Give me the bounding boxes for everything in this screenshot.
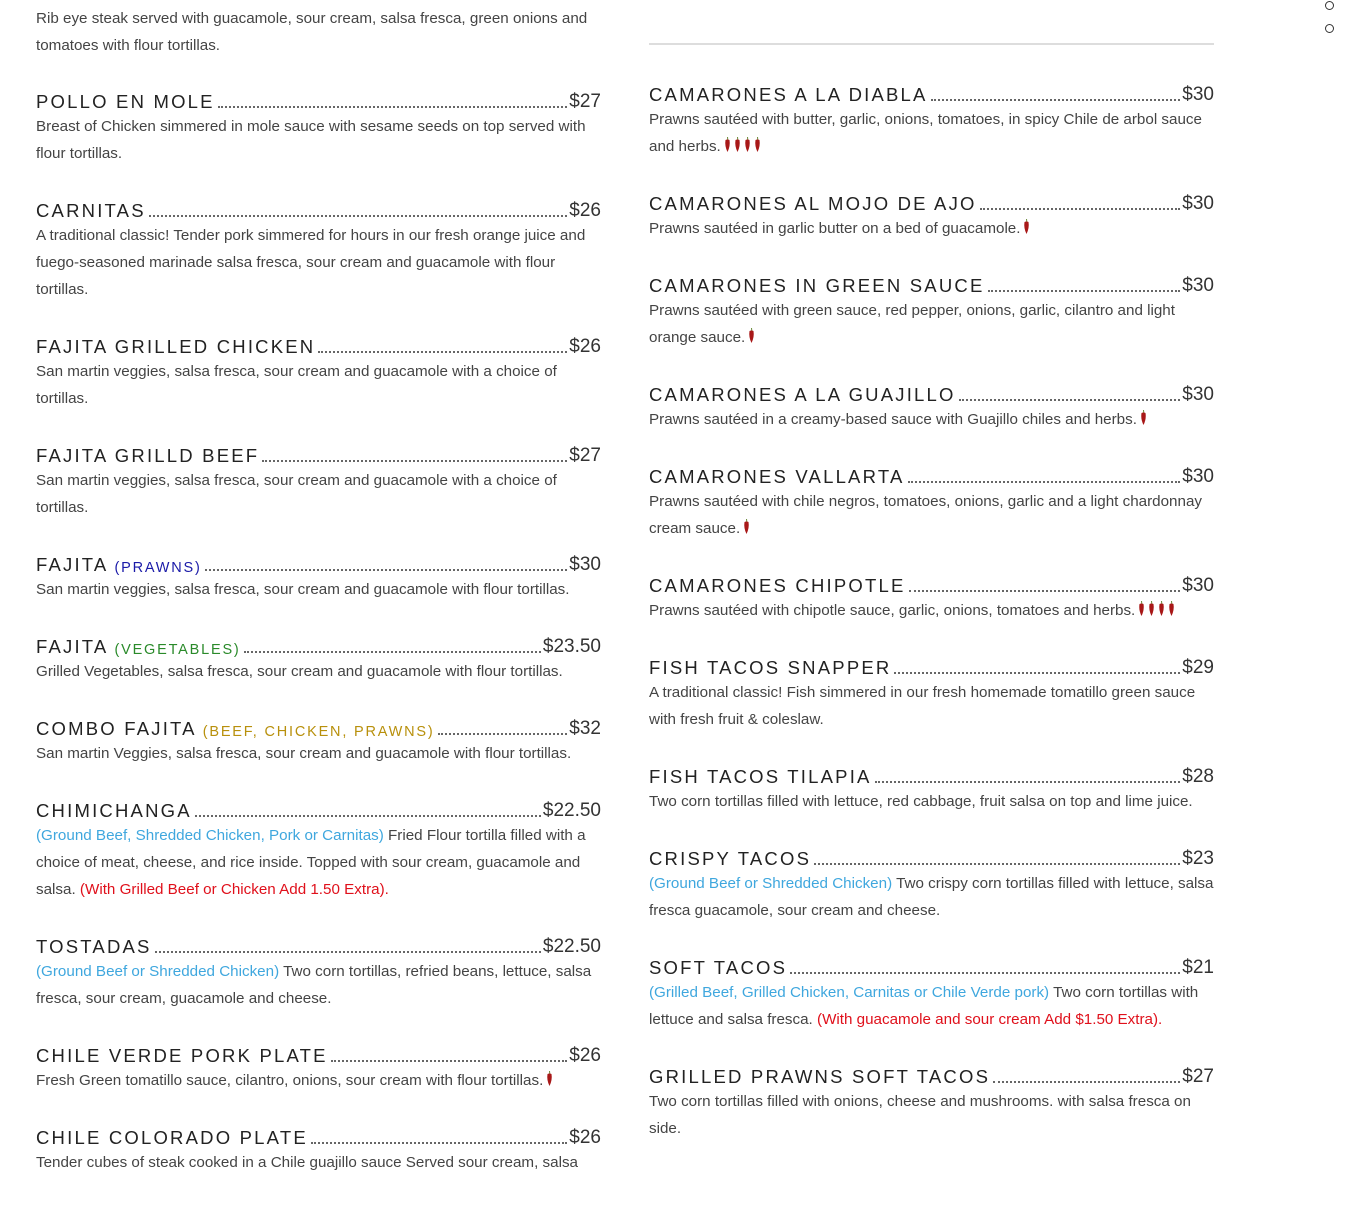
item-price: $28 (1182, 766, 1214, 787)
dotted-leader (218, 106, 568, 108)
chili-pepper-icon (1168, 601, 1175, 616)
item-options: (Ground Beef or Shredded Chicken) (36, 963, 280, 980)
spice-level (1020, 220, 1030, 237)
item-description-text: San martin veggies, salsa fresca, sour cream and guacamole with a choice of tortillas. (36, 363, 557, 407)
item-price: $30 (569, 554, 601, 575)
dotted-leader (875, 781, 1181, 783)
item-name: CHILE COLORADO PLATE (36, 1127, 308, 1148)
item-description-text: San martin Veggies, salsa fresca, sour cream and guacamole with flour tortillas. (36, 745, 572, 762)
menu-item (36, 797, 601, 903)
dotted-leader (195, 815, 541, 817)
item-price: $29 (1182, 657, 1214, 678)
item-description-text: Prawns sautéed with green sauce, red pepper, onions, garlic, cilantro and light orange sauce. (649, 302, 1175, 346)
item-qualifier: (BEEF, CHICKEN, PRAWNS) (202, 724, 435, 740)
item-price: $23.50 (542, 636, 601, 657)
dotted-leader (909, 590, 1181, 592)
item-price: $26 (569, 1045, 601, 1066)
item-name: CAMARONES CHIPOTLE (649, 575, 906, 596)
item-title-row (649, 845, 1214, 870)
dotted-leader (988, 290, 1181, 292)
item-title-row (649, 1063, 1214, 1088)
item-description-text: Two corn tortillas filled with lettuce, red cabbage, fruit salsa on top and lime juice. (649, 793, 1193, 810)
item-description (36, 1149, 601, 1176)
chili-pepper-icon (748, 328, 755, 343)
dotted-leader (318, 351, 567, 353)
item-title-row (36, 715, 601, 740)
item-price: $27 (1182, 1066, 1214, 1087)
item-description (36, 576, 601, 603)
item-description (649, 488, 1214, 542)
item-name: CRISPY TACOS (649, 848, 812, 869)
item-description (649, 1088, 1214, 1142)
item-title-row (649, 572, 1214, 597)
item-name: TOSTADAS (36, 936, 152, 957)
item-name: FISH TACOS SNAPPER (649, 657, 892, 678)
item-description (649, 597, 1214, 624)
item-name: CHILE VERDE PORK PLATE (36, 1045, 328, 1066)
section-nav-dot[interactable] (1325, 24, 1334, 33)
item-description (649, 788, 1214, 815)
item-price: $26 (569, 336, 601, 357)
item-description (36, 113, 601, 167)
item-extra-note: (With Grilled Beef or Chicken Add 1.50 Extra). (79, 881, 389, 898)
item-price: $30 (1182, 466, 1214, 487)
item-description-text: San martin veggies, salsa fresca, sour cream and guacamole with a choice of tortillas. (36, 472, 557, 516)
item-description (649, 870, 1214, 924)
item-title-row (36, 551, 601, 576)
item-name: CAMARONES VALLARTA (649, 466, 905, 487)
item-description (649, 979, 1214, 1033)
dotted-leader (155, 951, 541, 953)
item-description (36, 958, 601, 1012)
item-name: FAJITA (36, 636, 109, 657)
spice-level (745, 329, 755, 346)
item-description-text: Two corn tortillas with lettuce and salsa fresca. (649, 984, 1199, 1028)
item-title-row (36, 88, 601, 113)
item-title-row (649, 654, 1214, 679)
menu-item (36, 1042, 601, 1094)
item-extra-note: (With guacamole and sour cream Add $1.50 Extra). (817, 1011, 1163, 1028)
item-description (649, 215, 1214, 242)
item-title-row (649, 954, 1214, 979)
previous-item-description (36, 5, 601, 59)
chili-pepper-icon (1140, 410, 1147, 425)
item-description-text: A traditional classic! Fish simmered in our fresh homemade tomatillo green sauce with fresh fruit & coleslaw. (649, 684, 1196, 728)
menu-item (36, 442, 601, 521)
dotted-leader (244, 651, 541, 653)
item-name: SOFT TACOS (649, 957, 788, 978)
item-title-row (36, 197, 601, 222)
item-title-row (36, 1042, 601, 1067)
item-qualifier: (VEGETABLES) (114, 642, 241, 658)
menu-item (649, 654, 1214, 733)
spice-level (721, 138, 761, 155)
spice-level (543, 1072, 553, 1089)
item-qualifier: (PRAWNS) (114, 560, 202, 576)
dotted-leader (931, 99, 1181, 101)
menu-item (649, 1063, 1214, 1142)
item-name: CAMARONES A LA DIABLA (649, 84, 928, 105)
spice-level (1135, 602, 1175, 619)
menu-item (649, 572, 1214, 624)
item-name: CAMARONES IN GREEN SAUCE (649, 275, 985, 296)
item-price: $26 (569, 200, 601, 221)
chili-pepper-icon (724, 137, 731, 152)
item-description (649, 106, 1214, 160)
item-price: $22.50 (542, 936, 601, 957)
menu-item (36, 715, 601, 767)
item-description (649, 679, 1214, 733)
menu-column-right (649, 81, 1214, 1172)
item-name: FAJITA GRILLD BEEF (36, 445, 260, 466)
dotted-leader (908, 481, 1181, 483)
item-title-row (36, 442, 601, 467)
item-description: Rib eye steak served with guacamole, sour cream, salsa fresca, green onions and tomatoes with flour tortillas. (36, 10, 588, 54)
chili-pepper-icon (734, 137, 741, 152)
item-name: POLLO EN MOLE (36, 91, 215, 112)
item-description (36, 822, 601, 903)
item-description (36, 740, 601, 767)
menu-item (36, 633, 601, 685)
item-name: CAMARONES AL MOJO DE AJO (649, 193, 977, 214)
item-price: $21 (1182, 957, 1214, 978)
item-description-text: Fresh Green tomatillo sauce, cilantro, onions, sour cream with flour tortillas. (36, 1072, 544, 1089)
item-description-text: Prawns sautéed with butter, garlic, onions, tomatoes, in spicy Chile de arbol sauce and herbs. (649, 111, 1202, 155)
menu-item (649, 463, 1214, 542)
item-price: $27 (569, 91, 601, 112)
item-name: FAJITA (36, 554, 109, 575)
menu-item (649, 954, 1214, 1033)
item-description-text: Breast of Chicken simmered in mole sauce with sesame seeds on top served with flour tortillas. (36, 118, 586, 162)
section-nav-dot[interactable] (1325, 1, 1334, 10)
dotted-leader (894, 672, 1180, 674)
chili-pepper-icon (546, 1071, 553, 1086)
item-description (36, 467, 601, 521)
menu-item (36, 88, 601, 167)
item-name: FISH TACOS TILAPIA (649, 766, 872, 787)
menu-item (36, 1124, 601, 1176)
dotted-leader (790, 972, 1180, 974)
item-description-text: Two corn tortillas, refried beans, lettuce, salsa fresca, sour cream, guacamole and cheese. (36, 963, 592, 1007)
menu-column-left (36, 88, 601, 1206)
item-options: (Ground Beef or Shredded Chicken) (649, 875, 893, 892)
item-title-row (649, 272, 1214, 297)
item-title-row (649, 463, 1214, 488)
chili-pepper-icon (1158, 601, 1165, 616)
item-title-row (649, 81, 1214, 106)
item-options: (Ground Beef, Shredded Chicken, Pork or Carnitas) (36, 827, 384, 844)
chili-pepper-icon (754, 137, 761, 152)
spice-level (740, 520, 750, 537)
item-name: FAJITA GRILLED CHICKEN (36, 336, 316, 357)
divider (649, 43, 1214, 45)
dotted-leader (205, 569, 568, 571)
menu-item (649, 763, 1214, 815)
item-description-text: Prawns sautéed with chile negros, tomatoes, onions, garlic and a light chardonnay cream sauce. (649, 493, 1202, 537)
dotted-leader (311, 1142, 567, 1144)
item-title-row (649, 381, 1214, 406)
chili-pepper-icon (744, 137, 751, 152)
dotted-leader (814, 863, 1180, 865)
menu-item (36, 333, 601, 412)
item-price: $30 (1182, 275, 1214, 296)
item-description-text: Two corn tortillas filled with onions, cheese and mushrooms. with salsa fresca on side. (649, 1093, 1191, 1137)
item-name: CAMARONES A LA GUAJILLO (649, 384, 956, 405)
item-title-row (649, 763, 1214, 788)
dotted-leader (438, 733, 568, 735)
item-name: COMBO FAJITA (36, 718, 197, 739)
menu-item (649, 190, 1214, 242)
dotted-leader (980, 208, 1181, 210)
item-description-text: Tender cubes of steak cooked in a Chile guajillo sauce Served sour cream, salsa (36, 1154, 578, 1171)
item-description (649, 406, 1214, 433)
dotted-leader (959, 399, 1181, 401)
item-description (36, 222, 601, 303)
dotted-leader (993, 1081, 1180, 1083)
item-description-text: Grilled Vegetables, salsa fresca, sour cream and guacamole with flour tortillas. (36, 663, 563, 680)
dotted-leader (262, 460, 567, 462)
dotted-leader (331, 1060, 568, 1062)
item-description-text: Prawns sautéed in garlic butter on a bed of guacamole. (649, 220, 1021, 237)
item-title-row (36, 933, 601, 958)
item-price: $30 (1182, 575, 1214, 596)
item-description (36, 658, 601, 685)
item-description (36, 358, 601, 412)
item-description (36, 1067, 601, 1094)
item-name: CHIMICHANGA (36, 800, 192, 821)
chili-pepper-icon (1023, 219, 1030, 234)
item-description-text: A traditional classic! Tender pork simmered for hours in our fresh orange juice and fuego-seasoned marinade salsa fresca, sour cream and guacamole with flour tortillas. (36, 227, 586, 298)
chili-pepper-icon (1138, 601, 1145, 616)
menu-item (649, 381, 1214, 433)
item-description-text: Prawns sautéed in a creamy-based sauce with Guajillo chiles and herbs. (649, 411, 1137, 428)
item-price: $26 (569, 1127, 601, 1148)
menu-item (36, 197, 601, 303)
item-description-text: Two crispy corn tortillas filled with lettuce, salsa fresca guacamole, sour cream and cheese. (649, 875, 1214, 919)
item-title-row (36, 633, 601, 658)
item-price: $27 (569, 445, 601, 466)
chili-pepper-icon (1148, 601, 1155, 616)
item-price: $30 (1182, 193, 1214, 214)
item-description (649, 297, 1214, 351)
menu-item (649, 845, 1214, 924)
item-price: $32 (569, 718, 601, 739)
item-name: CARNITAS (36, 200, 146, 221)
item-options: (Grilled Beef, Grilled Chicken, Carnitas or Chile Verde pork) (649, 984, 1050, 1001)
item-description-text: Fried Flour tortilla filled with a choice of meat, cheese, and rice inside. Topped with sour cream, guacamole and salsa. (36, 827, 586, 898)
spice-level (1137, 411, 1147, 428)
item-title-row (649, 190, 1214, 215)
menu-item (649, 272, 1214, 351)
item-title-row (36, 1124, 601, 1149)
menu-item (36, 933, 601, 1012)
item-price: $30 (1182, 384, 1214, 405)
item-title-row (36, 797, 601, 822)
item-description-text: San martin veggies, salsa fresca, sour cream and guacamole with flour tortillas. (36, 581, 570, 598)
menu-item (649, 81, 1214, 160)
menu-item (36, 551, 601, 603)
dotted-leader (149, 215, 568, 217)
chili-pepper-icon (743, 519, 750, 534)
item-name: GRILLED PRAWNS SOFT TACOS (649, 1066, 991, 1087)
item-description-text: Prawns sautéed with chipotle sauce, garlic, onions, tomatoes and herbs. (649, 602, 1136, 619)
item-price: $23 (1182, 848, 1214, 869)
item-title-row (36, 333, 601, 358)
item-price: $30 (1182, 84, 1214, 105)
item-price: $22.50 (542, 800, 601, 821)
